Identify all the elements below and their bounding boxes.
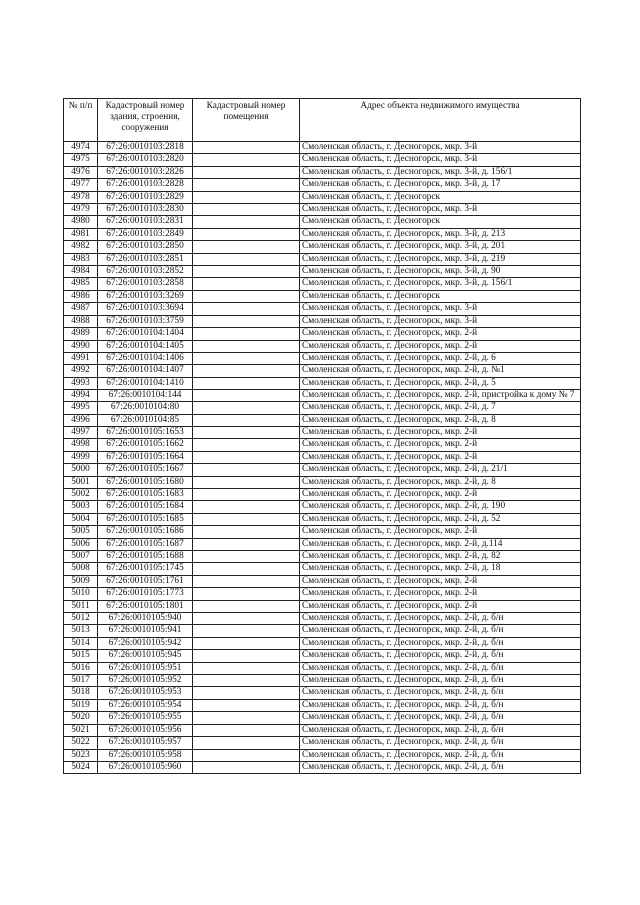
row-number: 5019 xyxy=(64,699,98,711)
building-cadastral-number: 67:26:0010103:2852 xyxy=(98,266,193,278)
row-number: 4993 xyxy=(64,377,98,389)
table-row xyxy=(64,278,581,290)
row-number: 4998 xyxy=(64,439,98,451)
property-address: Смоленская область, г. Десногорск, мкр. 2-й xyxy=(300,451,581,463)
property-address: Смоленская область, г. Десногорск, мкр. 2-й, д. 18 xyxy=(300,563,581,575)
property-address: Смоленская область, г. Десногорск, мкр. 3-й xyxy=(300,204,581,216)
row-number: 4992 xyxy=(64,365,98,377)
row-number: 4978 xyxy=(64,191,98,203)
table-row xyxy=(64,737,581,749)
row-number: 5011 xyxy=(64,600,98,612)
table-row xyxy=(64,266,581,278)
row-number: 5024 xyxy=(64,761,98,773)
building-cadastral-number: 67:26:0010103:2818 xyxy=(98,142,193,154)
building-cadastral-number: 67:26:0010105:1684 xyxy=(98,501,193,513)
table-row xyxy=(64,675,581,687)
property-address: Смоленская область, г. Десногорск, мкр. 2-й, д. б/н xyxy=(300,724,581,736)
table-row xyxy=(64,365,581,377)
table-row xyxy=(64,761,581,773)
building-cadastral-number: 67:26:0010105:1687 xyxy=(98,538,193,550)
room-cadastral-number xyxy=(193,513,300,525)
room-cadastral-number xyxy=(193,600,300,612)
room-cadastral-number xyxy=(193,551,300,563)
room-cadastral-number xyxy=(193,426,300,438)
table-row xyxy=(64,563,581,575)
table-row xyxy=(64,315,581,327)
row-number: 4981 xyxy=(64,228,98,240)
row-number: 5002 xyxy=(64,488,98,500)
table-row xyxy=(64,476,581,488)
row-number: 4995 xyxy=(64,402,98,414)
property-address: Смоленская область, г. Десногорск, мкр. 2-й xyxy=(300,575,581,587)
building-cadastral-number: 67:26:0010104:1405 xyxy=(98,340,193,352)
row-number: 5020 xyxy=(64,712,98,724)
property-address: Смоленская область, г. Десногорск, мкр. 3-й, д. 90 xyxy=(300,266,581,278)
property-address: Смоленская область, г. Десногорск, мкр. 2-й, д. 82 xyxy=(300,551,581,563)
property-address: Смоленская область, г. Десногорск, мкр. 2-й xyxy=(300,588,581,600)
building-cadastral-number: 67:26:0010105:1773 xyxy=(98,588,193,600)
room-cadastral-number xyxy=(193,266,300,278)
row-number: 5006 xyxy=(64,538,98,550)
table-row xyxy=(64,538,581,550)
building-cadastral-number: 67:26:0010105:1664 xyxy=(98,451,193,463)
property-address: Смоленская область, г. Десногорск, мкр. 2-й, пристройка к дому № 7 xyxy=(300,390,581,402)
table-row xyxy=(64,352,581,364)
row-number: 4997 xyxy=(64,426,98,438)
row-number: 5012 xyxy=(64,613,98,625)
building-cadastral-number: 67:26:0010105:1761 xyxy=(98,575,193,587)
property-address: Смоленская область, г. Десногорск, мкр. 2-й xyxy=(300,600,581,612)
property-address: Смоленская область, г. Десногорск, мкр. 2-й, д. 5 xyxy=(300,377,581,389)
table-body xyxy=(64,142,581,774)
row-number: 5015 xyxy=(64,650,98,662)
room-cadastral-number xyxy=(193,179,300,191)
property-address: Смоленская область, г. Десногорск, мкр. 2-й, д. 190 xyxy=(300,501,581,513)
building-cadastral-number: 67:26:0010103:2828 xyxy=(98,179,193,191)
property-address: Смоленская область, г. Десногорск, мкр. 3-й xyxy=(300,142,581,154)
row-number: 4991 xyxy=(64,352,98,364)
table-row xyxy=(64,724,581,736)
building-cadastral-number: 67:26:0010105:1662 xyxy=(98,439,193,451)
room-cadastral-number xyxy=(193,724,300,736)
header-address: Адрес объекта недвижимого имущества xyxy=(300,99,581,142)
table-row xyxy=(64,253,581,265)
table-row xyxy=(64,600,581,612)
room-cadastral-number xyxy=(193,414,300,426)
property-address: Смоленская область, г. Десногорск xyxy=(300,290,581,302)
header-building-cadastral: Кадастровый номер здания, строения, сооружения xyxy=(98,99,193,142)
building-cadastral-number: 67:26:0010103:2820 xyxy=(98,154,193,166)
room-cadastral-number xyxy=(193,216,300,228)
table-row xyxy=(64,712,581,724)
table-row xyxy=(64,588,581,600)
building-cadastral-number: 67:26:0010105:1683 xyxy=(98,488,193,500)
property-address: Смоленская область, г. Десногорск, мкр. 3-й xyxy=(300,303,581,315)
row-number: 4986 xyxy=(64,290,98,302)
property-address: Смоленская область, г. Десногорск xyxy=(300,216,581,228)
room-cadastral-number xyxy=(193,476,300,488)
row-number: 5008 xyxy=(64,563,98,575)
table-row xyxy=(64,687,581,699)
table-row xyxy=(64,613,581,625)
property-address: Смоленская область, г. Десногорск, мкр. 2-й, д. б/н xyxy=(300,613,581,625)
building-cadastral-number: 67:26:0010105:960 xyxy=(98,761,193,773)
table-row xyxy=(64,625,581,637)
building-cadastral-number: 67:26:0010105:954 xyxy=(98,699,193,711)
property-address: Смоленская область, г. Десногорск, мкр. 2-й xyxy=(300,426,581,438)
table-row xyxy=(64,328,581,340)
building-cadastral-number: 67:26:0010103:2830 xyxy=(98,204,193,216)
header-room-cadastral: Кадастровый номер помещения xyxy=(193,99,300,142)
property-address: Смоленская область, г. Десногорск, мкр. 2-й, д. б/н xyxy=(300,625,581,637)
row-number: 4984 xyxy=(64,266,98,278)
property-address: Смоленская область, г. Десногорск, мкр. 2-й, д. б/н xyxy=(300,737,581,749)
table-row xyxy=(64,451,581,463)
property-address: Смоленская область, г. Десногорск, мкр. 2-й xyxy=(300,340,581,352)
property-address: Смоленская область, г. Десногорск, мкр. 2-й, д. 52 xyxy=(300,513,581,525)
property-address: Смоленская область, г. Десногорск, мкр. 3-й, д. 156/1 xyxy=(300,166,581,178)
table-row xyxy=(64,241,581,253)
row-number: 4977 xyxy=(64,179,98,191)
room-cadastral-number xyxy=(193,439,300,451)
table-row xyxy=(64,390,581,402)
row-number: 4985 xyxy=(64,278,98,290)
room-cadastral-number xyxy=(193,228,300,240)
table-row xyxy=(64,526,581,538)
building-cadastral-number: 67:26:0010105:1685 xyxy=(98,513,193,525)
property-address: Смоленская область, г. Десногорск, мкр. 2-й, д. б/н xyxy=(300,687,581,699)
building-cadastral-number: 67:26:0010105:1801 xyxy=(98,600,193,612)
building-cadastral-number: 67:26:0010103:2851 xyxy=(98,253,193,265)
room-cadastral-number xyxy=(193,315,300,327)
property-address: Смоленская область, г. Десногорск, мкр. 2-й, д. 8 xyxy=(300,476,581,488)
row-number: 5004 xyxy=(64,513,98,525)
row-number: 4989 xyxy=(64,328,98,340)
room-cadastral-number xyxy=(193,699,300,711)
row-number: 5005 xyxy=(64,526,98,538)
room-cadastral-number xyxy=(193,737,300,749)
row-number: 5023 xyxy=(64,749,98,761)
property-address: Смоленская область, г. Десногорск, мкр. 2-й, д. б/н xyxy=(300,712,581,724)
property-address: Смоленская область, г. Десногорск, мкр. 2-й, д. б/н xyxy=(300,662,581,674)
table-row xyxy=(64,191,581,203)
room-cadastral-number xyxy=(193,650,300,662)
property-address: Смоленская область, г. Десногорск, мкр. 3-й, д. 17 xyxy=(300,179,581,191)
table-row xyxy=(64,488,581,500)
property-table xyxy=(63,98,581,774)
room-cadastral-number xyxy=(193,154,300,166)
building-cadastral-number: 67:26:0010104:144 xyxy=(98,390,193,402)
table-row xyxy=(64,699,581,711)
room-cadastral-number xyxy=(193,749,300,761)
room-cadastral-number xyxy=(193,613,300,625)
room-cadastral-number xyxy=(193,390,300,402)
room-cadastral-number xyxy=(193,402,300,414)
row-number: 5013 xyxy=(64,625,98,637)
building-cadastral-number: 67:26:0010104:85 xyxy=(98,414,193,426)
room-cadastral-number xyxy=(193,712,300,724)
room-cadastral-number xyxy=(193,204,300,216)
building-cadastral-number: 67:26:0010103:2850 xyxy=(98,241,193,253)
row-number: 5016 xyxy=(64,662,98,674)
table-row xyxy=(64,464,581,476)
property-address: Смоленская область, г. Десногорск, мкр. 2-й, д. 8 xyxy=(300,414,581,426)
table-row xyxy=(64,216,581,228)
room-cadastral-number xyxy=(193,278,300,290)
table-row xyxy=(64,290,581,302)
row-number: 4980 xyxy=(64,216,98,228)
property-address: Смоленская область, г. Десногорск xyxy=(300,191,581,203)
property-address: Смоленская область, г. Десногорск, мкр. 2-й, д. 21/1 xyxy=(300,464,581,476)
building-cadastral-number: 67:26:0010103:2858 xyxy=(98,278,193,290)
room-cadastral-number xyxy=(193,662,300,674)
table-row xyxy=(64,402,581,414)
row-number: 5007 xyxy=(64,551,98,563)
table-row xyxy=(64,166,581,178)
property-address: Смоленская область, г. Десногорск, мкр. 2-й, д. б/н xyxy=(300,699,581,711)
building-cadastral-number: 67:26:0010103:2826 xyxy=(98,166,193,178)
table-row xyxy=(64,179,581,191)
property-address: Смоленская область, г. Десногорск, мкр. 2-й, д. б/н xyxy=(300,650,581,662)
room-cadastral-number xyxy=(193,575,300,587)
row-number: 4999 xyxy=(64,451,98,463)
table-row xyxy=(64,426,581,438)
room-cadastral-number xyxy=(193,488,300,500)
room-cadastral-number xyxy=(193,675,300,687)
property-address: Смоленская область, г. Десногорск, мкр. 3-й xyxy=(300,315,581,327)
row-number: 5017 xyxy=(64,675,98,687)
building-cadastral-number: 67:26:0010105:956 xyxy=(98,724,193,736)
row-number: 4994 xyxy=(64,390,98,402)
row-number: 5003 xyxy=(64,501,98,513)
building-cadastral-number: 67:26:0010105:957 xyxy=(98,737,193,749)
building-cadastral-number: 67:26:0010105:1745 xyxy=(98,563,193,575)
building-cadastral-number: 67:26:0010105:942 xyxy=(98,637,193,649)
property-address: Смоленская область, г. Десногорск, мкр. 3-й, д. 156/1 xyxy=(300,278,581,290)
room-cadastral-number xyxy=(193,253,300,265)
room-cadastral-number xyxy=(193,377,300,389)
table-row xyxy=(64,650,581,662)
row-number: 4988 xyxy=(64,315,98,327)
header-number: № п/п xyxy=(64,99,98,142)
row-number: 5010 xyxy=(64,588,98,600)
row-number: 5000 xyxy=(64,464,98,476)
room-cadastral-number xyxy=(193,538,300,550)
row-number: 4987 xyxy=(64,303,98,315)
table-row xyxy=(64,513,581,525)
building-cadastral-number: 67:26:0010105:958 xyxy=(98,749,193,761)
table-row xyxy=(64,501,581,513)
row-number: 4976 xyxy=(64,166,98,178)
building-cadastral-number: 67:26:0010104:80 xyxy=(98,402,193,414)
property-address: Смоленская область, г. Десногорск, мкр. 2-й, д.114 xyxy=(300,538,581,550)
row-number: 4979 xyxy=(64,204,98,216)
row-number: 4996 xyxy=(64,414,98,426)
row-number: 5014 xyxy=(64,637,98,649)
row-number: 4974 xyxy=(64,142,98,154)
room-cadastral-number xyxy=(193,340,300,352)
room-cadastral-number xyxy=(193,464,300,476)
property-address: Смоленская область, г. Десногорск, мкр. 2-й, д. б/н xyxy=(300,761,581,773)
property-address: Смоленская область, г. Десногорск, мкр. 2-й xyxy=(300,328,581,340)
row-number: 4975 xyxy=(64,154,98,166)
property-address: Смоленская область, г. Десногорск, мкр. 2-й, д. б/н xyxy=(300,675,581,687)
row-number: 5009 xyxy=(64,575,98,587)
table-row xyxy=(64,637,581,649)
building-cadastral-number: 67:26:0010104:1404 xyxy=(98,328,193,340)
row-number: 5022 xyxy=(64,737,98,749)
building-cadastral-number: 67:26:0010105:945 xyxy=(98,650,193,662)
row-number: 4983 xyxy=(64,253,98,265)
property-address: Смоленская область, г. Десногорск, мкр. 2-й, д. 6 xyxy=(300,352,581,364)
room-cadastral-number xyxy=(193,142,300,154)
room-cadastral-number xyxy=(193,501,300,513)
room-cadastral-number xyxy=(193,328,300,340)
property-address: Смоленская область, г. Десногорск, мкр. 2-й, д. №1 xyxy=(300,365,581,377)
room-cadastral-number xyxy=(193,625,300,637)
building-cadastral-number: 67:26:0010104:1407 xyxy=(98,365,193,377)
property-address: Смоленская область, г. Десногорск, мкр. 2-й, д. 7 xyxy=(300,402,581,414)
row-number: 5001 xyxy=(64,476,98,488)
building-cadastral-number: 67:26:0010103:3694 xyxy=(98,303,193,315)
property-address: Смоленская область, г. Десногорск, мкр. 2-й xyxy=(300,439,581,451)
room-cadastral-number xyxy=(193,166,300,178)
row-number: 4990 xyxy=(64,340,98,352)
building-cadastral-number: 67:26:0010105:1667 xyxy=(98,464,193,476)
document-page xyxy=(63,98,580,774)
row-number: 4982 xyxy=(64,241,98,253)
room-cadastral-number xyxy=(193,191,300,203)
building-cadastral-number: 67:26:0010105:1686 xyxy=(98,526,193,538)
property-address: Смоленская область, г. Десногорск, мкр. 3-й, д. 213 xyxy=(300,228,581,240)
room-cadastral-number xyxy=(193,563,300,575)
building-cadastral-number: 67:26:0010105:955 xyxy=(98,712,193,724)
building-cadastral-number: 67:26:0010103:2829 xyxy=(98,191,193,203)
building-cadastral-number: 67:26:0010103:2849 xyxy=(98,228,193,240)
building-cadastral-number: 67:26:0010105:940 xyxy=(98,613,193,625)
room-cadastral-number xyxy=(193,588,300,600)
building-cadastral-number: 67:26:0010105:952 xyxy=(98,675,193,687)
table-row xyxy=(64,439,581,451)
table-header xyxy=(64,99,581,142)
room-cadastral-number xyxy=(193,687,300,699)
building-cadastral-number: 67:26:0010105:953 xyxy=(98,687,193,699)
table-row xyxy=(64,377,581,389)
building-cadastral-number: 67:26:0010103:3759 xyxy=(98,315,193,327)
row-number: 5021 xyxy=(64,724,98,736)
building-cadastral-number: 67:26:0010105:1688 xyxy=(98,551,193,563)
room-cadastral-number xyxy=(193,526,300,538)
property-address: Смоленская область, г. Десногорск, мкр. 2-й xyxy=(300,526,581,538)
table-row xyxy=(64,575,581,587)
building-cadastral-number: 67:26:0010105:1680 xyxy=(98,476,193,488)
room-cadastral-number xyxy=(193,241,300,253)
building-cadastral-number: 67:26:0010104:1406 xyxy=(98,352,193,364)
table-row xyxy=(64,662,581,674)
room-cadastral-number xyxy=(193,761,300,773)
table-row xyxy=(64,551,581,563)
room-cadastral-number xyxy=(193,365,300,377)
row-number: 5018 xyxy=(64,687,98,699)
room-cadastral-number xyxy=(193,303,300,315)
property-address: Смоленская область, г. Десногорск, мкр. 2-й xyxy=(300,488,581,500)
table-row xyxy=(64,340,581,352)
table-row xyxy=(64,749,581,761)
building-cadastral-number: 67:26:0010105:951 xyxy=(98,662,193,674)
room-cadastral-number xyxy=(193,637,300,649)
table-row xyxy=(64,303,581,315)
property-address: Смоленская область, г. Десногорск, мкр. 3-й, д. 201 xyxy=(300,241,581,253)
room-cadastral-number xyxy=(193,451,300,463)
building-cadastral-number: 67:26:0010103:3269 xyxy=(98,290,193,302)
room-cadastral-number xyxy=(193,290,300,302)
header-row xyxy=(64,99,581,142)
building-cadastral-number: 67:26:0010104:1410 xyxy=(98,377,193,389)
table-row xyxy=(64,154,581,166)
table-row xyxy=(64,142,581,154)
property-address: Смоленская область, г. Десногорск, мкр. 2-й, д. б/н xyxy=(300,637,581,649)
table-row xyxy=(64,204,581,216)
property-address: Смоленская область, г. Десногорск, мкр. 2-й, д. б/н xyxy=(300,749,581,761)
building-cadastral-number: 67:26:0010105:941 xyxy=(98,625,193,637)
room-cadastral-number xyxy=(193,352,300,364)
building-cadastral-number: 67:26:0010105:1653 xyxy=(98,426,193,438)
building-cadastral-number: 67:26:0010103:2831 xyxy=(98,216,193,228)
table-row xyxy=(64,414,581,426)
property-address: Смоленская область, г. Десногорск, мкр. 3-й, д. 219 xyxy=(300,253,581,265)
table-row xyxy=(64,228,581,240)
property-address: Смоленская область, г. Десногорск, мкр. 3-й xyxy=(300,154,581,166)
